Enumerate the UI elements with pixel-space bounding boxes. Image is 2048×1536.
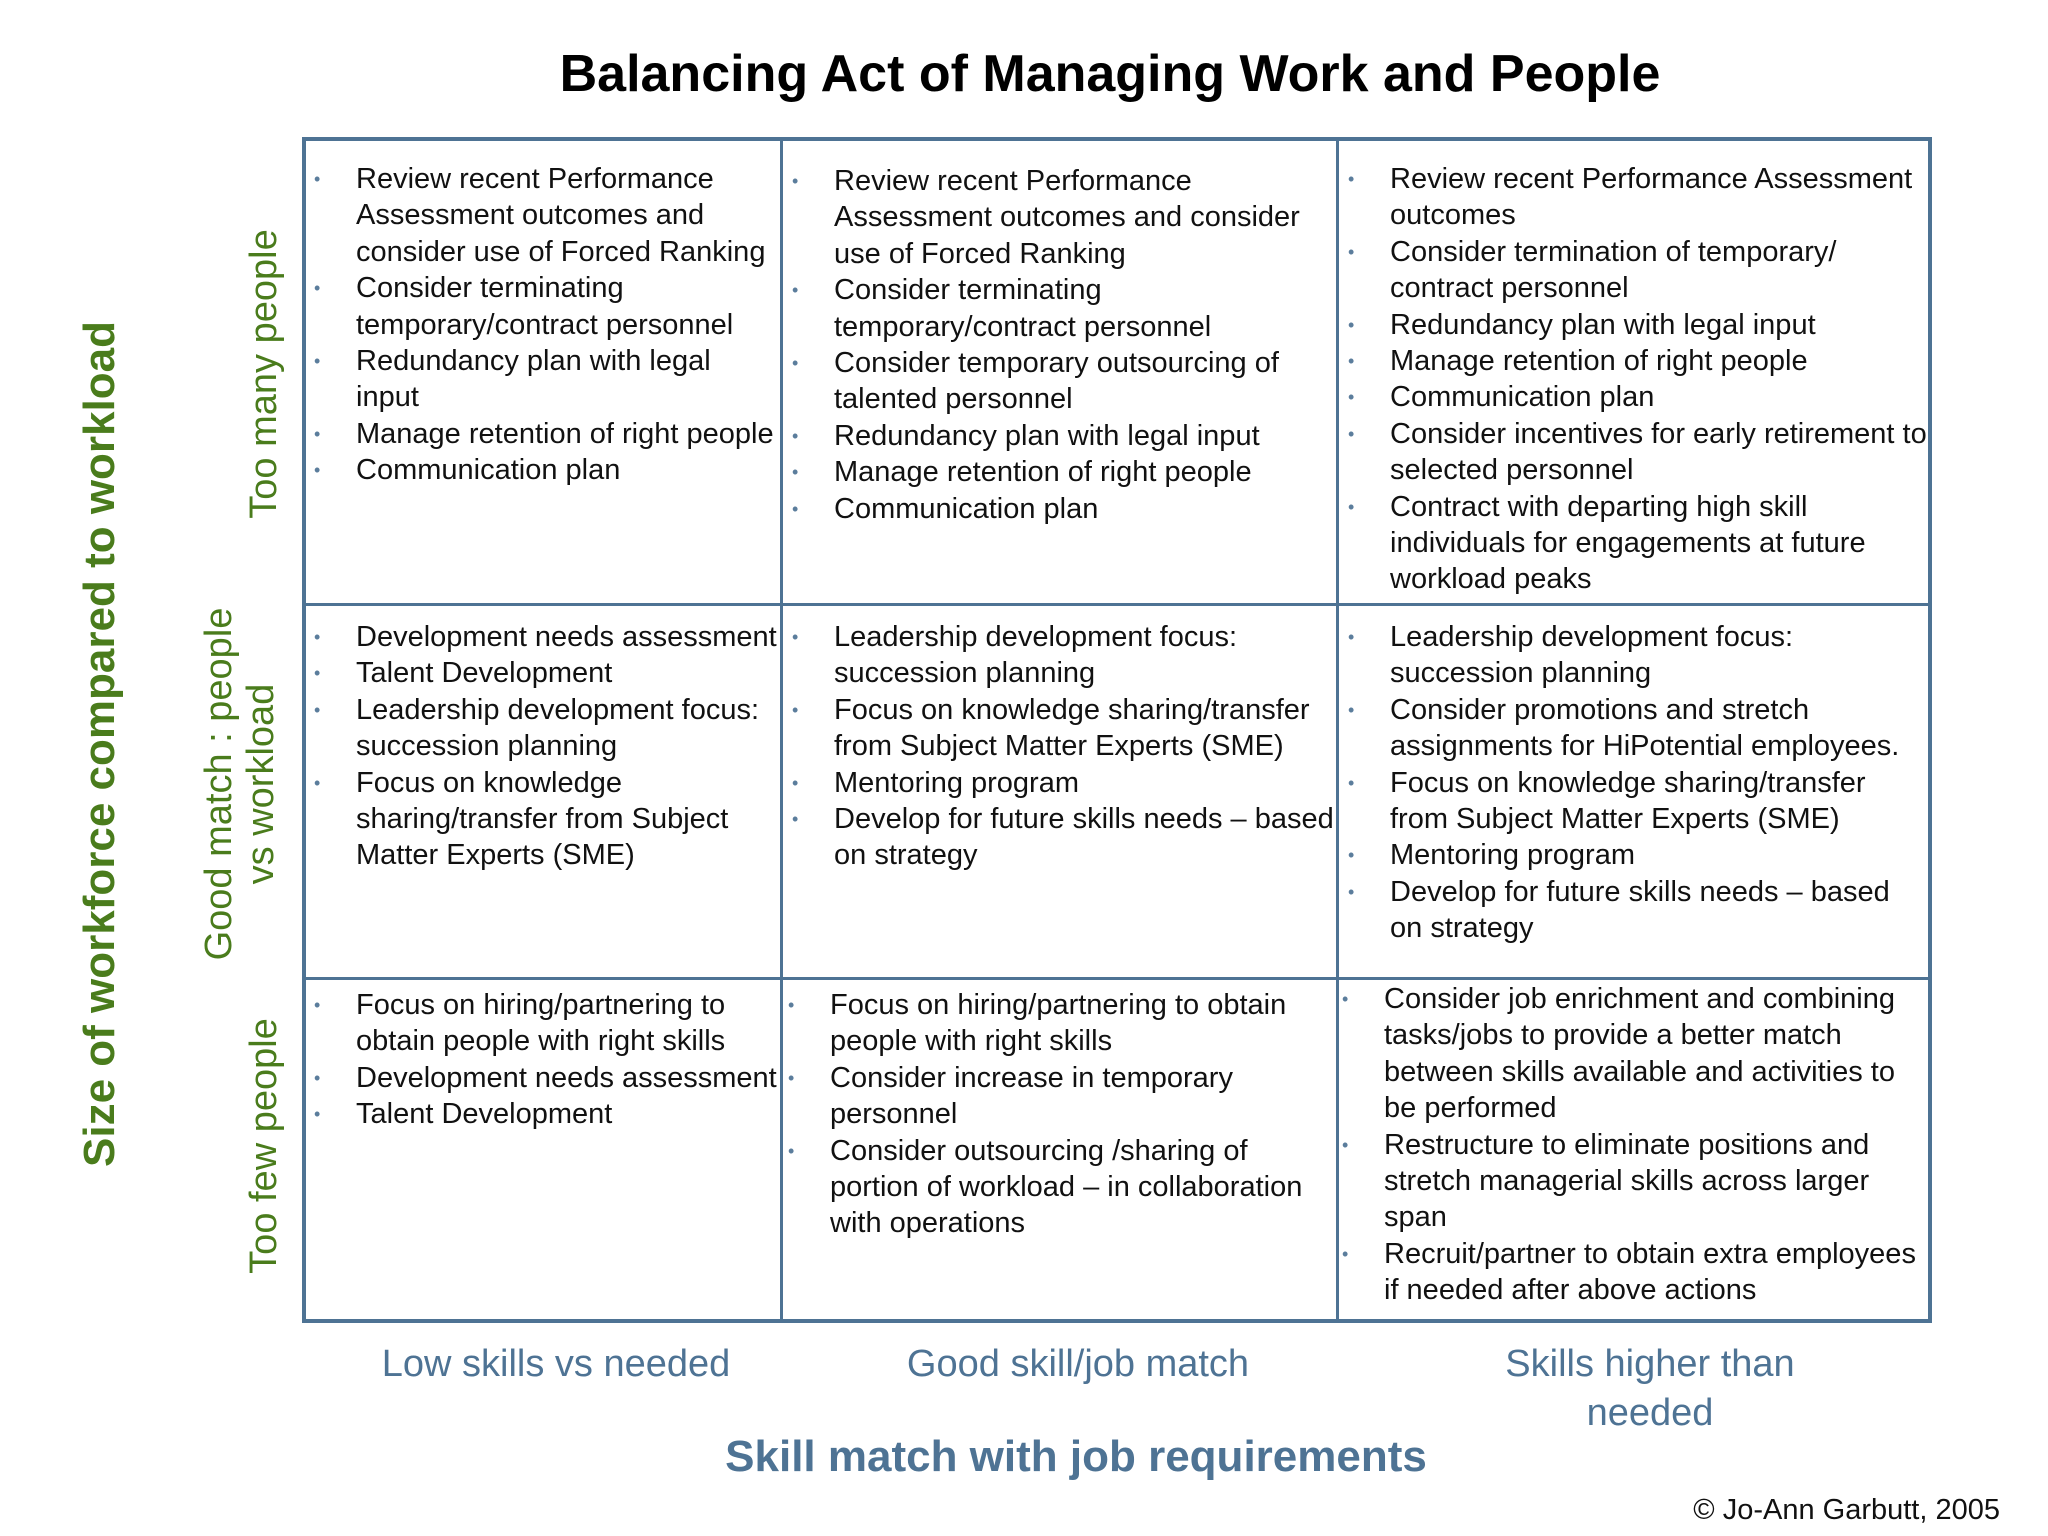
cell-bullet-item: • Focus on knowledge sharing/transfer from Subject Matter Experts (SME) <box>1342 765 1930 838</box>
copyright-notice: © Jo-Ann Garbutt, 2005 <box>1693 1494 2000 1526</box>
row-divider <box>306 977 1928 980</box>
cell-bullet-item: • Review recent Performance Assessment outcomes and consider use of Forced Ranking <box>308 161 780 270</box>
cell-bullet-item: • Talent Development <box>308 655 780 691</box>
cell-bullet-item: • Consider terminating temporary/contract personnel <box>308 270 780 343</box>
row-label-good-match: Good match : people vs workload <box>198 607 282 961</box>
matrix-cell-too-many-low-skills <box>308 161 780 601</box>
cell-bullet-item: • Mentoring program <box>786 765 1336 801</box>
cell-bullet-list <box>1342 161 1930 598</box>
x-axis-label: Skill match with job requirements <box>725 1432 1427 1481</box>
cell-bullet-list <box>786 163 1336 527</box>
matrix-cell-too-many-high-skills <box>1342 161 1930 601</box>
cell-bullet-item: • Consider job enrichment and combining tasks/jobs to provide a better match between skills available and activities to be performed <box>1336 981 1932 1127</box>
cell-bullet-item: • Focus on knowledge sharing/transfer from Subject Matter Experts (SME) <box>308 765 780 874</box>
cell-bullet-item: • Restructure to eliminate positions and stretch managerial skills across larger span <box>1336 1127 1932 1236</box>
cell-bullet-item: • Communication plan <box>1342 379 1930 415</box>
cell-bullet-item: • Focus on hiring/partnering to obtain people with right skills <box>782 987 1336 1060</box>
cell-bullet-item: • Focus on hiring/partnering to obtain people with right skills <box>308 987 780 1060</box>
row-label-too-few: Too few people <box>243 1018 285 1274</box>
cell-bullet-item: • Leadership development focus: succession planning <box>308 692 780 765</box>
cell-bullet-item: • Leadership development focus: succession planning <box>1342 619 1930 692</box>
matrix-cell-good-match-good-skills <box>786 619 1336 975</box>
cell-bullet-list <box>1336 981 1932 1309</box>
cell-bullet-item: • Manage retention of right people <box>1342 343 1930 379</box>
cell-bullet-item: • Talent Development <box>308 1096 780 1132</box>
matrix-cell-too-many-good-skills <box>786 163 1336 603</box>
cell-bullet-item: • Consider terminating temporary/contract personnel <box>786 272 1336 345</box>
cell-bullet-item: • Develop for future skills needs – based on strategy <box>786 801 1336 874</box>
cell-bullet-item: • Recruit/partner to obtain extra employees if needed after above actions <box>1336 1236 1932 1309</box>
cell-bullet-item: • Consider increase in temporary personnel <box>782 1060 1336 1133</box>
column-label-low-skills: Low skills vs needed <box>381 1343 731 1385</box>
matrix-cell-too-few-good-skills <box>782 987 1336 1317</box>
cell-bullet-item: • Communication plan <box>308 452 780 488</box>
row-label-too-many: Too many people <box>243 229 285 519</box>
cell-bullet-item: • Redundancy plan with legal input <box>308 343 780 416</box>
cell-bullet-item: • Develop for future skills needs – based on strategy <box>1342 874 1930 947</box>
column-label-higher-skills: Skills higher than needed <box>1505 1343 1795 1434</box>
cell-bullet-item: • Contract with departing high skill individuals for engagements at future workload peaks <box>1342 489 1930 598</box>
y-axis-label: Size of workforce compared to workload <box>75 321 124 1167</box>
row-divider <box>306 603 1928 606</box>
cell-bullet-item: • Focus on knowledge sharing/transfer from Subject Matter Experts (SME) <box>786 692 1336 765</box>
cell-bullet-item: • Redundancy plan with legal input <box>1342 307 1930 343</box>
diagram-title: Balancing Act of Managing Work and People <box>559 45 1661 103</box>
cell-bullet-item: • Leadership development focus: succession planning <box>786 619 1336 692</box>
cell-bullet-list <box>782 987 1336 1242</box>
strategy-matrix <box>302 137 1932 1323</box>
cell-bullet-list <box>308 619 780 874</box>
cell-bullet-item: • Manage retention of right people <box>308 416 780 452</box>
cell-bullet-item: • Consider incentives for early retirement to selected personnel <box>1342 416 1930 489</box>
cell-bullet-list <box>308 161 780 489</box>
cell-bullet-item: • Development needs assessment <box>308 1060 780 1096</box>
cell-bullet-item: • Mentoring program <box>1342 837 1930 873</box>
column-label-good-match: Good skill/job match <box>906 1343 1250 1385</box>
cell-bullet-item: • Review recent Performance Assessment outcomes <box>1342 161 1930 234</box>
cell-bullet-list <box>786 619 1336 874</box>
cell-bullet-item: • Communication plan <box>786 491 1336 527</box>
matrix-cell-too-few-low-skills <box>308 987 780 1317</box>
cell-bullet-item: • Consider temporary outsourcing of talented personnel <box>786 345 1336 418</box>
cell-bullet-item: • Redundancy plan with legal input <box>786 418 1336 454</box>
matrix-cell-good-match-high-skills <box>1342 619 1930 975</box>
cell-bullet-item: • Review recent Performance Assessment outcomes and consider use of Forced Ranking <box>786 163 1336 272</box>
matrix-cell-too-few-high-skills <box>1336 981 1932 1317</box>
matrix-cell-good-match-low-skills <box>308 619 780 975</box>
cell-bullet-item: • Consider outsourcing /sharing of portion of workload – in collaboration with operations <box>782 1133 1336 1242</box>
cell-bullet-item: • Consider termination of temporary/ contract personnel <box>1342 234 1930 307</box>
cell-bullet-item: • Manage retention of right people <box>786 454 1336 490</box>
cell-bullet-item: • Development needs assessment <box>308 619 780 655</box>
cell-bullet-item: • Consider promotions and stretch assignments for HiPotential employees. <box>1342 692 1930 765</box>
cell-bullet-list <box>308 987 780 1133</box>
cell-bullet-list <box>1342 619 1930 947</box>
